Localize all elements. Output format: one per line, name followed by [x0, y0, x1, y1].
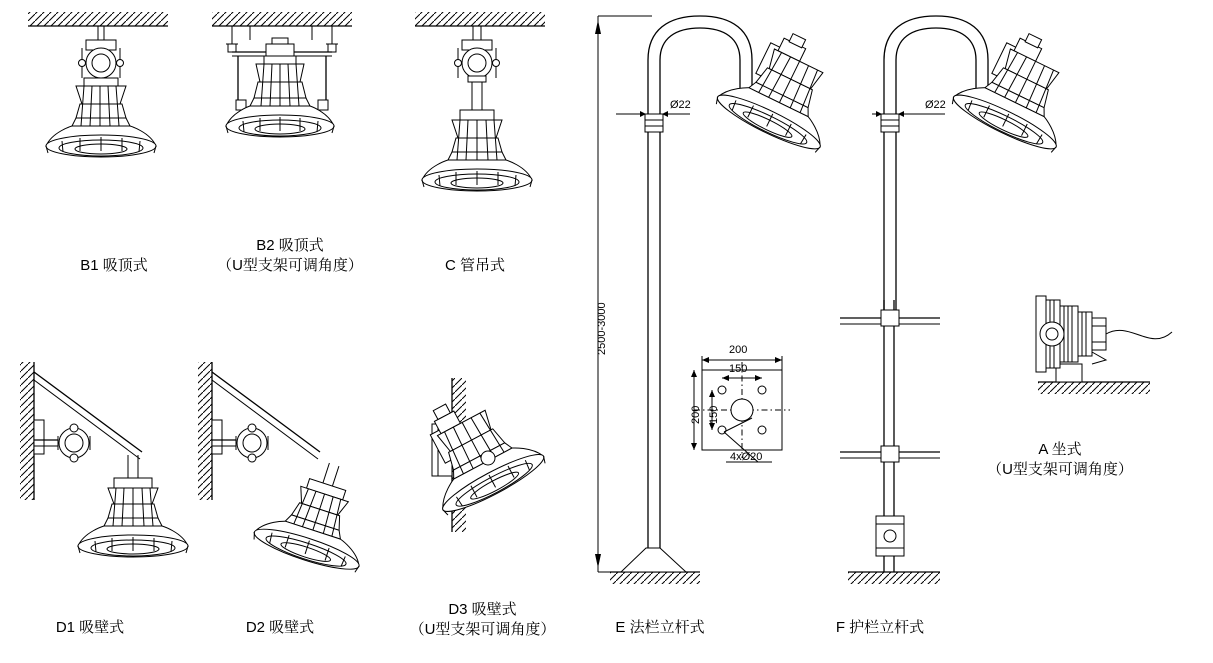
- label-d3-text: D3: [448, 601, 468, 618]
- label-f-name: 护栏立杆式: [849, 619, 925, 636]
- label-a-name: 坐式: [1051, 441, 1082, 458]
- label-d1-text: D1: [55, 619, 75, 636]
- label-d2-text: D2: [245, 619, 265, 636]
- label-d3: [390, 600, 575, 640]
- label-b1-text: B1: [80, 257, 99, 274]
- label-d2-name: 吸壁式: [269, 619, 315, 636]
- dim-pole-diameter-f: Ø22: [925, 99, 946, 111]
- figure-e: [595, 16, 860, 584]
- label-a: [965, 440, 1155, 480]
- label-d1-name: 吸壁式: [79, 619, 125, 636]
- label-b1-name: 吸顶式: [102, 257, 148, 274]
- dim-pole-height: 2500-3000: [596, 302, 608, 355]
- dim-base-height: 200: [690, 405, 702, 424]
- label-e-text: E: [615, 619, 626, 636]
- label-e: [580, 618, 740, 638]
- label-c-text: C: [444, 257, 456, 274]
- label-f-text: F: [835, 619, 845, 636]
- dim-pole-diameter-e: Ø22: [670, 99, 691, 111]
- dim-base-bolt-span: 150: [729, 363, 748, 375]
- label-a-sub: （U型支架可调角度）: [987, 461, 1133, 478]
- dim-base-width: 200: [729, 344, 748, 356]
- label-b2-sub: （U型支架可调角度）: [217, 257, 363, 274]
- label-d3-name: 吸壁式: [471, 601, 517, 618]
- figure-d1: [20, 362, 188, 557]
- dim-base-bolt-span-v: 150: [708, 405, 720, 424]
- label-d1: [20, 618, 160, 638]
- figure-b1: [28, 12, 168, 157]
- figure-a: [1036, 296, 1172, 394]
- label-a-text: A: [1038, 441, 1048, 458]
- label-b1: [44, 256, 184, 276]
- figure-d2: [198, 362, 386, 577]
- label-b2-name: 吸顶式: [278, 237, 324, 254]
- label-c: [400, 256, 550, 276]
- figure-d3: [400, 375, 549, 532]
- dim-bolt-spec: 4xØ20: [730, 451, 763, 463]
- label-d3-sub: （U型支架可调角度）: [409, 621, 556, 638]
- figure-c: [415, 12, 545, 191]
- label-c-name: 管吊式: [460, 257, 506, 274]
- label-b2: [200, 236, 380, 276]
- label-b2-text: B2: [256, 237, 275, 254]
- label-d2: [210, 618, 350, 638]
- label-f: [800, 618, 960, 638]
- figure-b2: [212, 12, 352, 137]
- label-e-name: 法栏立杆式: [629, 619, 705, 636]
